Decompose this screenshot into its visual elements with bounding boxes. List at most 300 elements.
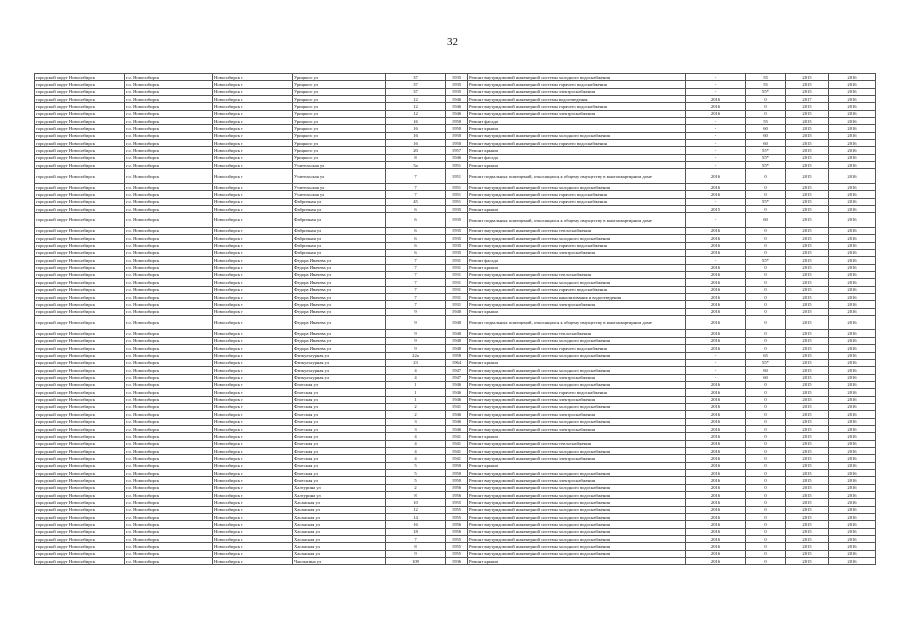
- table-cell: 0: [746, 477, 786, 484]
- table-cell: 37: [386, 88, 446, 95]
- table-cell: Хасанская ул: [293, 506, 386, 513]
- table-cell: 4: [386, 433, 446, 440]
- table-row: [35, 484, 876, 491]
- table-cell: городской округ Новосибирск: [35, 345, 125, 352]
- table-row: [35, 433, 876, 440]
- table-cell: городской округ Новосибирск: [35, 235, 125, 242]
- table-cell: г.о. Новосибирск: [125, 528, 213, 535]
- table-cell: 2016: [829, 389, 876, 396]
- table-cell: г.о. Новосибирск: [125, 411, 213, 418]
- table-cell: городской округ Новосибирск: [35, 301, 125, 308]
- table-cell: Ремонт внутридомовой инженерной системы холодного водоснабжения: [468, 536, 686, 543]
- table-cell: 2016: [829, 110, 876, 117]
- table-cell: городской округ Новосибирск: [35, 147, 125, 154]
- table-cell: г.о. Новосибирск: [125, 103, 213, 110]
- table-cell: Федора Ивачева ул: [293, 315, 386, 330]
- table-cell: Новосибирск г: [213, 484, 293, 491]
- table-cell: 2016: [686, 433, 746, 440]
- table-cell: 1946: [446, 103, 468, 110]
- table-cell: 2015: [786, 550, 829, 557]
- table-cell: 2: [386, 484, 446, 491]
- table-cell: городской округ Новосибирск: [35, 154, 125, 161]
- table-cell: г.о. Новосибирск: [125, 293, 213, 300]
- table-cell: 2016: [686, 286, 746, 293]
- table-cell: г.о. Новосибирск: [125, 374, 213, 381]
- table-cell: Фабричная ул: [293, 249, 386, 256]
- table-cell: г.о. Новосибирск: [125, 154, 213, 161]
- table-cell: 0: [746, 499, 786, 506]
- table-cell: 6: [386, 235, 446, 242]
- table-cell: 2015: [786, 154, 829, 161]
- table-cell: г.о. Новосибирск: [125, 506, 213, 513]
- table-cell: Новосибирск г: [213, 528, 293, 535]
- table-cell: Ремонт внутридомовой инженерной системы электроснабжения: [468, 425, 686, 432]
- table-row: [35, 125, 876, 132]
- table-cell: Новосибирск г: [213, 315, 293, 330]
- table-cell: Новосибирск г: [213, 301, 293, 308]
- table-cell: г.о. Новосибирск: [125, 183, 213, 190]
- table-cell: Фабричная ул: [293, 235, 386, 242]
- table-cell: 2016: [829, 286, 876, 293]
- table-cell: г.о. Новосибирск: [125, 330, 213, 337]
- table-cell: Ремонт внутридомовой инженерной системы холодного водоснабжения: [468, 514, 686, 521]
- table-cell: Ремонт внутридомовой инженерной системы холодного водоснабжения: [468, 367, 686, 374]
- table-body: [35, 74, 876, 565]
- table-cell: Хасанская ул: [293, 521, 386, 528]
- table-cell: Ремонт внутридомовой инженерной системы канализования и водоотведения: [468, 293, 686, 300]
- table-cell: Ремонт крыши: [468, 462, 686, 469]
- table-cell: 2015: [786, 440, 829, 447]
- table-cell: Урицкого ул: [293, 110, 386, 117]
- table-cell: 9: [386, 345, 446, 352]
- table-cell: 1950: [446, 462, 468, 469]
- table-cell: 4: [386, 374, 446, 381]
- table-cell: 55*: [746, 162, 786, 169]
- table-cell: городской округ Новосибирск: [35, 536, 125, 543]
- table-cell: Учительская ул: [293, 162, 386, 169]
- table-cell: 0: [746, 389, 786, 396]
- table-cell: 1935: [446, 249, 468, 256]
- table-cell: 0: [746, 433, 786, 440]
- table-cell: 2016: [829, 396, 876, 403]
- table-cell: городской округ Новосибирск: [35, 162, 125, 169]
- table-cell: 9: [386, 330, 446, 337]
- table-cell: 2016: [829, 96, 876, 103]
- table-cell: городской округ Новосибирск: [35, 543, 125, 550]
- table-cell: 60: [746, 367, 786, 374]
- table-cell: 0: [746, 242, 786, 249]
- table-cell: г.о. Новосибирск: [125, 315, 213, 330]
- table-cell: 2015: [686, 206, 746, 213]
- table-cell: 2015: [786, 433, 829, 440]
- table-cell: Новосибирск г: [213, 440, 293, 447]
- table-cell: 2: [386, 411, 446, 418]
- table-cell: Ремонт внутридомовой инженерной системы электроснабжения: [468, 110, 686, 117]
- table-cell: 2015: [786, 411, 829, 418]
- table-cell: 2015: [786, 206, 829, 213]
- table-cell: -: [686, 374, 746, 381]
- table-cell: Новосибирск г: [213, 118, 293, 125]
- table-cell: 2016: [829, 477, 876, 484]
- table-cell: Флотская ул: [293, 470, 386, 477]
- table-cell: городской округ Новосибирск: [35, 227, 125, 234]
- table-cell: 2016: [829, 536, 876, 543]
- table-cell: Ремонт внутридомовой инженерной системы горячего водоснабжения: [468, 140, 686, 147]
- table-cell: Новосибирск г: [213, 506, 293, 513]
- table-cell: городской округ Новосибирск: [35, 470, 125, 477]
- table-cell: 5а: [386, 162, 446, 169]
- table-cell: Новосибирск г: [213, 74, 293, 81]
- table-row: [35, 418, 876, 425]
- table-cell: 2015: [786, 425, 829, 432]
- table-cell: -: [686, 88, 746, 95]
- table-cell: 55: [746, 81, 786, 88]
- table-row: [35, 521, 876, 528]
- table-cell: -: [686, 213, 746, 228]
- table-cell: г.о. Новосибирск: [125, 455, 213, 462]
- table-cell: -: [686, 352, 746, 359]
- table-cell: 37: [386, 74, 446, 81]
- table-row: [35, 440, 876, 447]
- table-cell: 1956: [446, 492, 468, 499]
- table-cell: городской округ Новосибирск: [35, 477, 125, 484]
- table-row: [35, 345, 876, 352]
- table-cell: Флотская ул: [293, 447, 386, 454]
- table-cell: г.о. Новосибирск: [125, 536, 213, 543]
- table-cell: 1947: [446, 367, 468, 374]
- table-cell: 1940: [446, 345, 468, 352]
- table-cell: 1941: [446, 403, 468, 410]
- table-cell: Новосибирск г: [213, 396, 293, 403]
- table-cell: городской округ Новосибирск: [35, 198, 125, 205]
- table-cell: 0: [746, 249, 786, 256]
- table-cell: г.о. Новосибирск: [125, 125, 213, 132]
- table-row: [35, 74, 876, 81]
- table-cell: г.о. Новосибирск: [125, 345, 213, 352]
- table-cell: 1950: [446, 132, 468, 139]
- table-cell: Ремонт внутридомовой инженерной системы горячего водоснабжения: [468, 103, 686, 110]
- table-cell: городской округ Новосибирск: [35, 74, 125, 81]
- table-cell: 2015: [786, 345, 829, 352]
- table-cell: 9: [386, 337, 446, 344]
- table-cell: 2015: [786, 499, 829, 506]
- table-cell: -: [686, 367, 746, 374]
- table-cell: 1941: [446, 433, 468, 440]
- table-row: [35, 425, 876, 432]
- table-cell: 1946: [446, 411, 468, 418]
- table-cell: Ремонт внутридомовой инженерной системы холодного водоснабжения: [468, 352, 686, 359]
- table-cell: городской округ Новосибирск: [35, 440, 125, 447]
- table-cell: Хасанская ул: [293, 543, 386, 550]
- table-cell: Новосибирск г: [213, 110, 293, 117]
- table-cell: Ремонт внутридомовой инженерной системы холодного водоснабжения: [468, 447, 686, 454]
- table-cell: 1946: [446, 381, 468, 388]
- table-cell: 2016: [686, 308, 746, 315]
- table-cell: г.о. Новосибирск: [125, 162, 213, 169]
- table-cell: 2016: [829, 140, 876, 147]
- table-cell: 0: [746, 110, 786, 117]
- table-cell: 0: [746, 264, 786, 271]
- table-cell: г.о. Новосибирск: [125, 550, 213, 557]
- table-cell: Федора Ивачева ул: [293, 337, 386, 344]
- table-cell: г.о. Новосибирск: [125, 249, 213, 256]
- table-cell: 2015: [786, 103, 829, 110]
- table-cell: 2016: [686, 249, 746, 256]
- table-cell: 2016: [686, 499, 746, 506]
- table-cell: Новосибирск г: [213, 411, 293, 418]
- table-cell: Новосибирск г: [213, 257, 293, 264]
- table-cell: 55*: [746, 359, 786, 366]
- table-cell: 1935: [446, 81, 468, 88]
- table-cell: г.о. Новосибирск: [125, 514, 213, 521]
- table-cell: Ремонт внутридомовой инженерной системы теплоснабжения: [468, 271, 686, 278]
- table-cell: 0: [746, 411, 786, 418]
- table-cell: городской округ Новосибирск: [35, 169, 125, 184]
- table-row: [35, 514, 876, 521]
- table-row: [35, 286, 876, 293]
- table-cell: Новосибирск г: [213, 514, 293, 521]
- table-cell: Ремонт внутридомовой инженерной системы холодного водоснабжения: [468, 74, 686, 81]
- table-cell: городской округ Новосибирск: [35, 425, 125, 432]
- table-cell: г.о. Новосибирск: [125, 521, 213, 528]
- table-cell: 12: [386, 96, 446, 103]
- table-cell: 1950: [446, 125, 468, 132]
- table-cell: 2016: [686, 484, 746, 491]
- table-cell: 0: [746, 381, 786, 388]
- table-cell: 2016: [829, 550, 876, 557]
- table-cell: Ремонт крыши: [468, 433, 686, 440]
- table-cell: г.о. Новосибирск: [125, 477, 213, 484]
- table-cell: 65: [746, 352, 786, 359]
- table-cell: Федора Ивачева ул: [293, 286, 386, 293]
- table-cell: 2016: [829, 293, 876, 300]
- table-cell: Новосибирск г: [213, 125, 293, 132]
- table-cell: Новосибирск г: [213, 425, 293, 432]
- table-cell: Ремонт внутридомовой инженерной системы горячего водоснабжения: [468, 345, 686, 352]
- table-cell: Флотская ул: [293, 381, 386, 388]
- table-cell: Ремонт внутридомовой инженерной системы холодного водоснабжения: [468, 484, 686, 491]
- table-cell: 0: [746, 506, 786, 513]
- table-row: [35, 242, 876, 249]
- table-cell: 2016: [686, 183, 746, 190]
- table-row: [35, 477, 876, 484]
- table-cell: Ремонт крыши: [468, 147, 686, 154]
- table-cell: 1941: [446, 440, 468, 447]
- table-cell: 2016: [829, 418, 876, 425]
- table-cell: 1935: [446, 213, 468, 228]
- table-cell: 4: [386, 455, 446, 462]
- table-cell: 55*: [746, 257, 786, 264]
- table-cell: Ремонт внутридомовой инженерной системы теплоснабжения: [468, 330, 686, 337]
- table-cell: 2016: [829, 103, 876, 110]
- table-cell: 1940: [446, 315, 468, 330]
- table-cell: городской округ Новосибирск: [35, 558, 125, 565]
- table-cell: 2016: [829, 447, 876, 454]
- table-cell: 1955: [446, 506, 468, 513]
- table-cell: 1931: [446, 279, 468, 286]
- table-cell: городской округ Новосибирск: [35, 279, 125, 286]
- table-cell: 2016: [829, 301, 876, 308]
- table-row: [35, 381, 876, 388]
- table-cell: -: [686, 147, 746, 154]
- table-cell: г.о. Новосибирск: [125, 492, 213, 499]
- table-cell: г.о. Новосибирск: [125, 74, 213, 81]
- table-cell: 1947: [446, 374, 468, 381]
- table-cell: 0: [746, 536, 786, 543]
- table-cell: 2016: [829, 514, 876, 521]
- table-cell: 1935: [446, 227, 468, 234]
- table-cell: 2015: [786, 110, 829, 117]
- table-cell: г.о. Новосибирск: [125, 352, 213, 359]
- table-cell: городской округ Новосибирск: [35, 418, 125, 425]
- table-cell: Фабричная ул: [293, 213, 386, 228]
- table-cell: городской округ Новосибирск: [35, 359, 125, 366]
- table-cell: 2016: [829, 183, 876, 190]
- table-cell: 2016: [829, 191, 876, 198]
- table-cell: Флотская ул: [293, 462, 386, 469]
- table-cell: Ремонт внутридомовой инженерной системы холодного водоснабжения: [468, 381, 686, 388]
- table-cell: 2016: [686, 381, 746, 388]
- table-cell: Урицкого ул: [293, 74, 386, 81]
- table-cell: 2016: [686, 345, 746, 352]
- table-cell: Фабричная ул: [293, 242, 386, 249]
- table-cell: г.о. Новосибирск: [125, 191, 213, 198]
- table-row: [35, 110, 876, 117]
- table-cell: 2016: [829, 359, 876, 366]
- table-cell: Новосибирск г: [213, 279, 293, 286]
- table-cell: 2016: [829, 264, 876, 271]
- table-cell: 2016: [686, 543, 746, 550]
- table-cell: 2015: [786, 359, 829, 366]
- table-cell: городской округ Новосибирск: [35, 337, 125, 344]
- table-row: [35, 330, 876, 337]
- table-cell: 0: [746, 183, 786, 190]
- table-cell: г.о. Новосибирск: [125, 543, 213, 550]
- table-cell: 1931: [446, 293, 468, 300]
- table-cell: Новосибирск г: [213, 88, 293, 95]
- table-cell: 2016: [829, 227, 876, 234]
- table-cell: Ремонт внутридомовой инженерной системы холодного водоснабжения: [468, 470, 686, 477]
- table-cell: 2016: [829, 433, 876, 440]
- table-cell: 1951: [446, 162, 468, 169]
- table-cell: 2015: [786, 447, 829, 454]
- table-cell: 2015: [786, 257, 829, 264]
- table-cell: 60: [746, 140, 786, 147]
- table-cell: 2015: [786, 88, 829, 95]
- table-cell: 0: [746, 403, 786, 410]
- table-cell: городской округ Новосибирск: [35, 271, 125, 278]
- table-cell: Ремонт внутридомовой инженерной системы горячего водоснабжения: [468, 242, 686, 249]
- table-cell: городской округ Новосибирск: [35, 183, 125, 190]
- table-row: [35, 352, 876, 359]
- table-cell: Ремонт внутридомовой инженерной системы электроснабжения: [468, 301, 686, 308]
- table-cell: 2016: [686, 447, 746, 454]
- table-cell: 7: [386, 183, 446, 190]
- table-cell: 0: [746, 315, 786, 330]
- table-cell: 2015: [786, 506, 829, 513]
- table-cell: 7: [386, 191, 446, 198]
- table-cell: 0: [746, 103, 786, 110]
- table-cell: Ремонт внутридомовой инженерной системы горячего водоснабжения: [468, 389, 686, 396]
- table-cell: 2015: [786, 536, 829, 543]
- table-cell: 2017: [786, 96, 829, 103]
- table-cell: 2016: [829, 506, 876, 513]
- table-cell: городской округ Новосибирск: [35, 286, 125, 293]
- table-cell: 1931: [446, 286, 468, 293]
- table-cell: г.о. Новосибирск: [125, 308, 213, 315]
- table-cell: Новосибирск г: [213, 293, 293, 300]
- table-cell: Ремонт внутридомовой инженерной системы электроснабжения: [468, 455, 686, 462]
- table-cell: г.о. Новосибирск: [125, 279, 213, 286]
- table-cell: Ремонт внутридомовой инженерной системы горячего водоснабжения: [468, 198, 686, 205]
- table-cell: городской округ Новосибирск: [35, 242, 125, 249]
- table-cell: Ремонт внутридомовой инженерной системы холодного водоснабжения: [468, 550, 686, 557]
- table-cell: Халтурина ул: [293, 492, 386, 499]
- table-cell: 2016: [686, 242, 746, 249]
- table-row: [35, 337, 876, 344]
- table-cell: Урицкого ул: [293, 103, 386, 110]
- table-cell: городской округ Новосибирск: [35, 381, 125, 388]
- table-cell: городской округ Новосибирск: [35, 455, 125, 462]
- table-cell: Новосибирск г: [213, 462, 293, 469]
- table-cell: 2016: [686, 425, 746, 432]
- table-cell: 1941: [446, 455, 468, 462]
- table-cell: 8: [386, 154, 446, 161]
- table-cell: Хасанская ул: [293, 536, 386, 543]
- table-row: [35, 81, 876, 88]
- table-cell: 2015: [786, 249, 829, 256]
- table-cell: Ремонт внутридомовой инженерной системы холодного водоснабжения: [468, 337, 686, 344]
- table-cell: Новосибирск г: [213, 359, 293, 366]
- table-cell: 2016: [829, 206, 876, 213]
- table-cell: 9: [386, 315, 446, 330]
- table-row: [35, 293, 876, 300]
- table-cell: 2015: [786, 271, 829, 278]
- table-cell: 2015: [786, 140, 829, 147]
- table-cell: 109: [386, 558, 446, 565]
- table-cell: 1935: [446, 88, 468, 95]
- table-cell: Новосибирск г: [213, 198, 293, 205]
- table-row: [35, 257, 876, 264]
- table-cell: Новосибирск г: [213, 81, 293, 88]
- table-cell: 0: [746, 96, 786, 103]
- table-row: [35, 103, 876, 110]
- table-cell: 1951: [446, 198, 468, 205]
- table-cell: Ремонт фасада: [468, 154, 686, 161]
- table-cell: городской округ Новосибирск: [35, 96, 125, 103]
- table-cell: Хасанская ул: [293, 514, 386, 521]
- table-cell: 2015: [786, 315, 829, 330]
- table-cell: 6: [386, 249, 446, 256]
- table-cell: Федора Ивачева ул: [293, 257, 386, 264]
- table-cell: 1931: [446, 271, 468, 278]
- table-cell: 55*: [746, 147, 786, 154]
- table-cell: 2015: [786, 418, 829, 425]
- table-cell: 2016: [686, 191, 746, 198]
- table-cell: 2016: [686, 418, 746, 425]
- table-cell: 10: [386, 499, 446, 506]
- table-cell: Новосибирск г: [213, 433, 293, 440]
- table-cell: 7: [386, 293, 446, 300]
- table-row: [35, 543, 876, 550]
- table-cell: Урицкого ул: [293, 96, 386, 103]
- table-cell: Ремонт внутридомовой инженерной системы горячего водоснабжения: [468, 191, 686, 198]
- table-cell: 2016: [686, 279, 746, 286]
- table-cell: 2015: [786, 169, 829, 184]
- table-cell: городской округ Новосибирск: [35, 249, 125, 256]
- table-cell: 7: [386, 169, 446, 184]
- table-cell: 2016: [686, 470, 746, 477]
